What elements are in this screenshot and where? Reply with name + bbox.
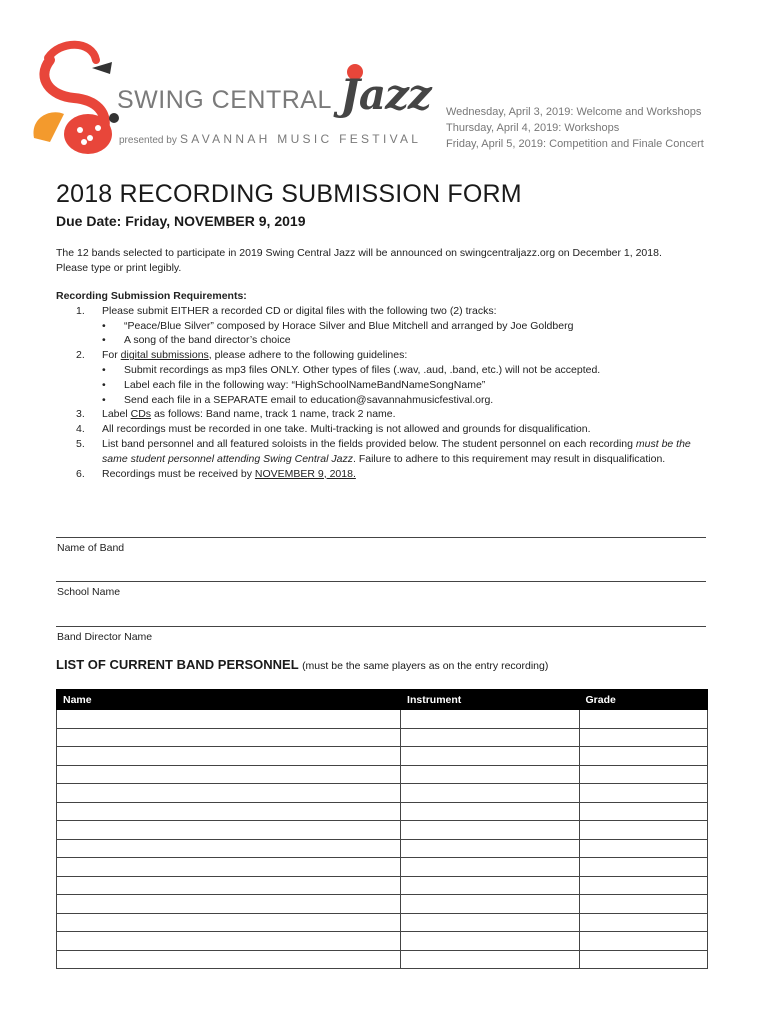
bullet-icon: • bbox=[102, 319, 106, 332]
requirement-bullet bbox=[56, 363, 716, 378]
column-header-name: Name bbox=[57, 690, 401, 710]
bullet-text: Submit recordings as mp3 files ONLY. Other types of files (.wav, .aud, .band, etc.) will not be accepted. bbox=[124, 363, 601, 376]
instrument-cell[interactable] bbox=[401, 858, 579, 877]
requirements-heading: Recording Submission Requirements: bbox=[56, 290, 247, 302]
requirement-bullet bbox=[56, 393, 716, 408]
item-number: 3. bbox=[76, 408, 85, 421]
table-row bbox=[57, 858, 708, 877]
item-number: 6. bbox=[76, 467, 85, 480]
requirement-item bbox=[56, 437, 716, 467]
table-row bbox=[57, 802, 708, 821]
name-cell[interactable] bbox=[57, 765, 401, 784]
instrument-cell[interactable] bbox=[401, 747, 579, 766]
grade-cell[interactable] bbox=[579, 710, 708, 729]
table-row bbox=[57, 913, 708, 932]
item-text-pre: Label bbox=[102, 408, 131, 421]
name-cell[interactable] bbox=[57, 950, 401, 969]
grade-cell[interactable] bbox=[579, 747, 708, 766]
name-cell[interactable] bbox=[57, 821, 401, 840]
name-cell[interactable] bbox=[57, 728, 401, 747]
instrument-cell[interactable] bbox=[401, 913, 579, 932]
instrument-cell[interactable] bbox=[401, 932, 579, 951]
name-cell[interactable] bbox=[57, 932, 401, 951]
personnel-title: LIST OF CURRENT BAND PERSONNEL bbox=[56, 657, 299, 672]
grade-cell[interactable] bbox=[579, 913, 708, 932]
item-number: 1. bbox=[76, 304, 85, 317]
school-name-label: School Name bbox=[57, 586, 121, 598]
band-name-label: Name of Band bbox=[57, 542, 125, 554]
logo-presented-by: presented by bbox=[119, 135, 177, 146]
requirement-item bbox=[56, 422, 716, 437]
requirement-item bbox=[56, 304, 716, 319]
instrument-cell[interactable] bbox=[401, 895, 579, 914]
item-text-post: . Failure to adhere to this requirement may result in disqualification. bbox=[352, 452, 666, 465]
bullet-icon: • bbox=[102, 363, 106, 376]
name-cell[interactable] bbox=[57, 710, 401, 729]
intro-line: The 12 bands selected to participate in 2019 Swing Central Jazz will be announced on swingcentraljazz.org on December 1, 2018. bbox=[56, 247, 662, 259]
logo-jazz: Jazz bbox=[340, 70, 431, 119]
instrument-cell[interactable] bbox=[401, 784, 579, 803]
table-row bbox=[57, 950, 708, 969]
grade-cell[interactable] bbox=[579, 839, 708, 858]
instrument-cell[interactable] bbox=[401, 710, 579, 729]
logo-swing-central: SWING CENTRAL bbox=[117, 86, 332, 114]
item-number: 5. bbox=[76, 437, 85, 450]
item-text-post: as follows: Band name, track 1 name, track 2 name. bbox=[151, 408, 396, 421]
grade-cell[interactable] bbox=[579, 784, 708, 803]
grade-cell[interactable] bbox=[579, 895, 708, 914]
date-line: Thursday, April 4, 2019: Workshops bbox=[446, 122, 620, 134]
instrument-cell[interactable] bbox=[401, 728, 579, 747]
instrument-cell[interactable] bbox=[401, 802, 579, 821]
item-text-underlined: NOVEMBER 9, 2018. bbox=[254, 467, 356, 480]
requirement-bullet bbox=[56, 378, 716, 393]
table-row bbox=[57, 932, 708, 951]
table-header-row bbox=[57, 690, 708, 710]
item-text-pre: Recordings must be received by bbox=[102, 467, 255, 480]
bullet-icon: • bbox=[102, 378, 106, 391]
name-cell[interactable] bbox=[57, 839, 401, 858]
table-row bbox=[57, 765, 708, 784]
band-name-field[interactable] bbox=[56, 537, 706, 554]
logo-festival: SAVANNAH MUSIC FESTIVAL bbox=[180, 132, 422, 146]
requirements-section bbox=[56, 289, 716, 481]
date-line: Wednesday, April 3, 2019: Welcome and Workshops bbox=[446, 106, 702, 118]
table-row bbox=[57, 839, 708, 858]
grade-cell[interactable] bbox=[579, 728, 708, 747]
requirement-bullet bbox=[56, 319, 716, 334]
table-row bbox=[57, 895, 708, 914]
table-row bbox=[57, 710, 708, 729]
intro-text bbox=[56, 246, 716, 276]
instrument-cell[interactable] bbox=[401, 876, 579, 895]
personnel-table-body bbox=[57, 710, 708, 969]
school-name-field[interactable] bbox=[56, 581, 706, 598]
director-name-field[interactable] bbox=[56, 626, 706, 643]
item-text-post: , please adhere to the following guidelines: bbox=[208, 349, 408, 362]
requirement-item bbox=[56, 407, 716, 422]
name-cell[interactable] bbox=[57, 802, 401, 821]
bullet-text: Send each file in a SEPARATE email to education@savannahmusicfestival.org. bbox=[124, 393, 494, 406]
form-title: 2018 RECORDING SUBMISSION FORM bbox=[56, 180, 522, 208]
instrument-cell[interactable] bbox=[401, 839, 579, 858]
table-row bbox=[57, 784, 708, 803]
grade-cell[interactable] bbox=[579, 858, 708, 877]
table-row bbox=[57, 821, 708, 840]
intro-line: Please type or print legibly. bbox=[56, 262, 182, 274]
name-cell[interactable] bbox=[57, 876, 401, 895]
item-text: All recordings must be recorded in one take. Multi-tracking is not allowed and grounds for disqualification. bbox=[102, 423, 591, 436]
name-cell[interactable] bbox=[57, 784, 401, 803]
requirement-item bbox=[56, 348, 716, 363]
director-name-label: Band Director Name bbox=[57, 631, 153, 643]
bullet-icon: • bbox=[102, 393, 106, 406]
grade-cell[interactable] bbox=[579, 821, 708, 840]
event-dates bbox=[446, 104, 704, 152]
bullet-text: “Peace/Blue Silver” composed by Horace Silver and Blue Mitchell and arranged by Joe Goldberg bbox=[124, 319, 574, 332]
grade-cell[interactable] bbox=[579, 932, 708, 951]
column-header-instrument: Instrument bbox=[401, 690, 579, 710]
item-text-pre: List band personnel and all featured soloists in the fields provided below. The student personnel on each recording bbox=[102, 437, 636, 450]
table-row bbox=[57, 747, 708, 766]
requirement-bullet bbox=[56, 333, 716, 348]
grade-cell[interactable] bbox=[579, 802, 708, 821]
name-cell[interactable] bbox=[57, 858, 401, 877]
grade-cell[interactable] bbox=[579, 765, 708, 784]
table-row bbox=[57, 876, 708, 895]
personnel-note: (must be the same players as on the entry recording) bbox=[302, 660, 549, 672]
name-cell[interactable] bbox=[57, 895, 401, 914]
grade-cell[interactable] bbox=[579, 876, 708, 895]
item-number: 4. bbox=[76, 423, 85, 436]
personnel-table bbox=[56, 689, 708, 969]
item-text: Please submit EITHER a recorded CD or digital files with the following two (2) tracks: bbox=[102, 304, 497, 317]
item-text-italic: must be the same student personnel attending Swing Central Jazz bbox=[102, 437, 691, 465]
requirement-item bbox=[56, 467, 716, 482]
item-text-pre: For bbox=[102, 349, 121, 362]
item-number: 2. bbox=[76, 349, 85, 362]
table-row bbox=[57, 728, 708, 747]
instrument-cell[interactable] bbox=[401, 950, 579, 969]
bullet-text: A song of the band director’s choice bbox=[124, 334, 291, 347]
instrument-cell[interactable] bbox=[401, 765, 579, 784]
bullet-icon: • bbox=[102, 334, 106, 347]
column-header-grade: Grade bbox=[579, 690, 708, 710]
item-text-underlined: CDs bbox=[130, 408, 152, 421]
grade-cell[interactable] bbox=[579, 950, 708, 969]
date-line: Friday, April 5, 2019: Competition and Finale Concert bbox=[446, 138, 704, 150]
bullet-text: Label each file in the following way: “HighSchoolNameBandNameSongName” bbox=[124, 378, 486, 391]
name-cell[interactable] bbox=[57, 747, 401, 766]
name-cell[interactable] bbox=[57, 913, 401, 932]
personnel-heading bbox=[56, 657, 548, 672]
item-text-underlined: digital submissions bbox=[120, 349, 209, 362]
due-date: Due Date: Friday, NOVEMBER 9, 2019 bbox=[56, 213, 306, 229]
instrument-cell[interactable] bbox=[401, 821, 579, 840]
